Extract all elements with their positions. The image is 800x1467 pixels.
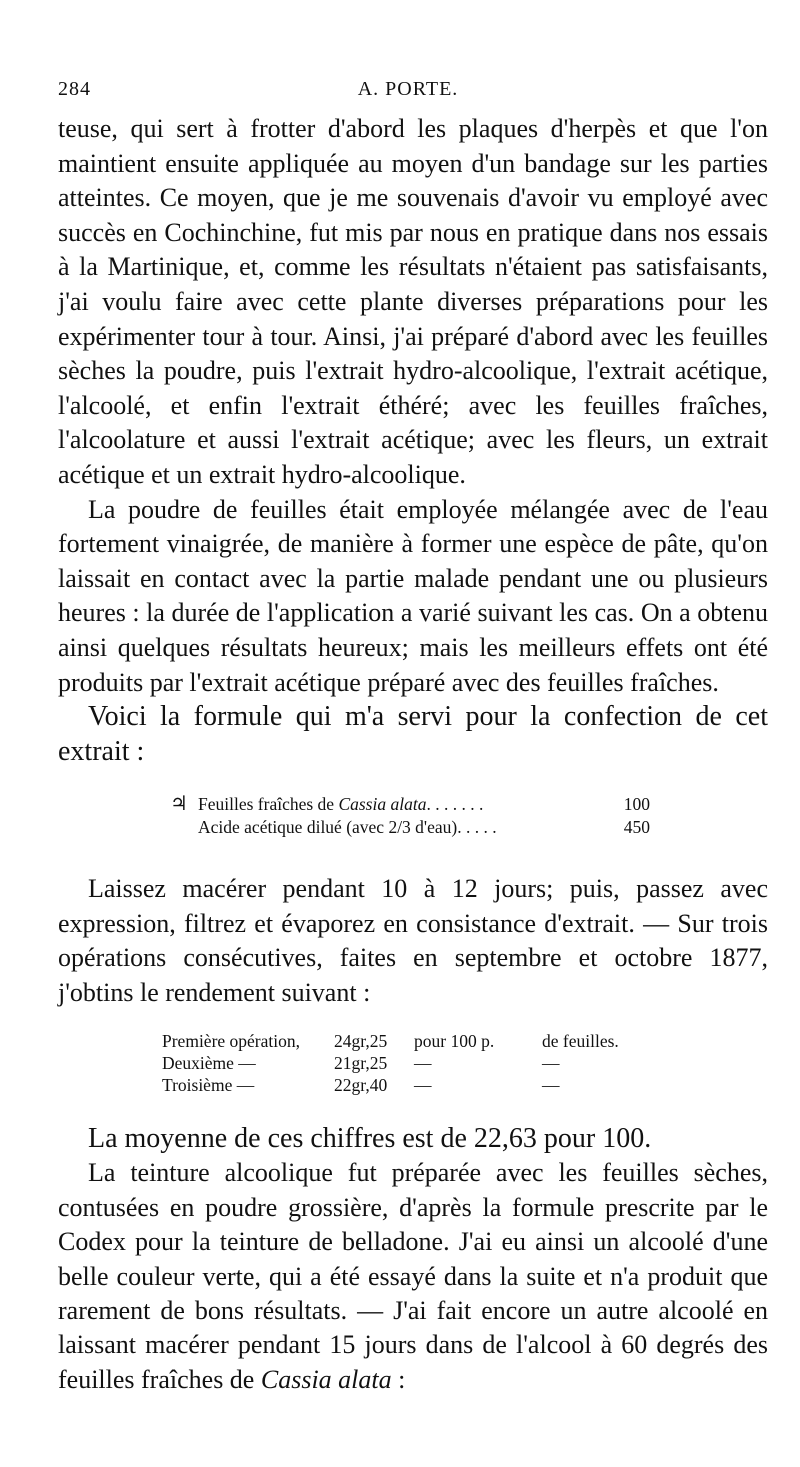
yield-per: — — [414, 1075, 432, 1095]
species-name: Cassia alata — [338, 794, 427, 814]
body-text-middle — [58, 872, 768, 1010]
operation-label: Première opération, — [162, 1031, 301, 1051]
yield-unit: de feuilles. — [542, 1031, 619, 1051]
paragraph-maceration: Laissez macérer pendant 10 à 12 jours; puis, passez avec expression, filtrez et évaporez en consistance d'extrait. — Sur trois opérations consécutives, faites en septembre et octobre 1877, j'obtins le rendement suivant : — [58, 874, 768, 1007]
yield-table — [162, 1030, 682, 1096]
operation-label: Deuxième — — [162, 1053, 256, 1073]
paragraph-moyenne: La moyenne de ces chiffres est de 22,63 pour 100. — [88, 1123, 652, 1154]
teinture-text: La teinture alcoolique fut préparée avec les feuilles sèches, contusées en poudre grossière, d'après la formule prescrite par le Codex pour la teinture de belladone. J'ai eu ainsi un alcoolé d'une belle couleur verte, qui a été essayé dans la suite et n'a produit que rarement de bons résultats. — J'ai fait encore un autre alcoolé en laissant macérer pendant 15 jours dans de l'alcool à 60 degrés des feuilles fraîches de — [58, 1158, 768, 1394]
yield-unit: — — [542, 1053, 560, 1073]
page-header — [58, 78, 758, 108]
running-title: A. PORTE. — [357, 78, 459, 100]
yield-value: 22gr,40 — [334, 1075, 388, 1095]
yield-row — [162, 1052, 682, 1074]
yield-row — [162, 1030, 682, 1052]
paragraph-continuation: teuse, qui sert à frotter d'abord les plaques d'herpès et que l'on maintient ensuite appliquée au moyen d'un bandage sur les parties atteintes. Ce moyen, que je me souvenais d'avoir vu employé avec succès en Cochinchine, fut mis par nous en pratique dans nos essais à la Martinique, et, comme les résultats n'étaient pas satisfaisants, j'ai voulu faire avec cette plante diverses préparations pour les expérimenter tour à tour. Ainsi, j'ai préparé d'abord avec les feuilles sèches la poudre, puis l'extrait hydro-alcoolique, l'extrait acétique, l'alcoolé, et enfin l'extrait éthéré; avec les feuilles fraîches, l'alcoolature et aussi l'extrait acétique; avec les fleurs, un extrait acétique et un extrait hydro-alcoolique. — [58, 114, 768, 489]
formula-row — [170, 816, 650, 839]
formula-row — [170, 793, 650, 816]
leader-dots: . . . . . . . — [426, 794, 484, 814]
paragraph-formule-intro: Voici la formule qui m'a servi pour la confection de cet extrait : — [58, 701, 768, 767]
paragraph-poudre: La poudre de feuilles était employée mélangée avec de l'eau fortement vinaigrée, de manière à former une espèce de pâte, qu'on laissait en contact avec la partie malade pendant une ou plusieurs heures : la durée de l'application a varié suivant les cas. On a obtenu ainsi quelques résultats heureux; mais les meilleurs effets ont été produits par l'extrait acétique préparé avec des feuilles fraîches. — [58, 494, 768, 697]
teinture-end: : — [391, 1364, 406, 1394]
species-name: Cassia alata — [260, 1364, 392, 1394]
ingredient-label: Feuilles fraîches de — [198, 794, 339, 814]
ingredient-quantity: 100 — [623, 794, 650, 814]
yield-unit: — — [542, 1075, 560, 1095]
yield-per: — — [414, 1053, 432, 1073]
body-text-top — [58, 112, 768, 769]
yield-value: 21gr,25 — [334, 1053, 388, 1073]
yield-per: pour 100 p. — [414, 1031, 495, 1051]
yield-value: 24gr,25 — [334, 1031, 388, 1051]
body-text-bottom — [58, 1122, 768, 1397]
ingredient-quantity: 450 — [623, 817, 650, 837]
ingredient-label: Acide acétique dilué (avec 2/3 d'eau) — [198, 817, 458, 837]
yield-row — [162, 1074, 682, 1096]
recipe-symbol: ♃ — [170, 793, 188, 815]
formula-block — [170, 793, 650, 839]
paragraph-teinture — [58, 1156, 768, 1397]
operation-label: Troisième — — [162, 1075, 255, 1095]
page-number: 284 — [58, 78, 91, 100]
leader-dots: . . . . . — [457, 817, 497, 837]
